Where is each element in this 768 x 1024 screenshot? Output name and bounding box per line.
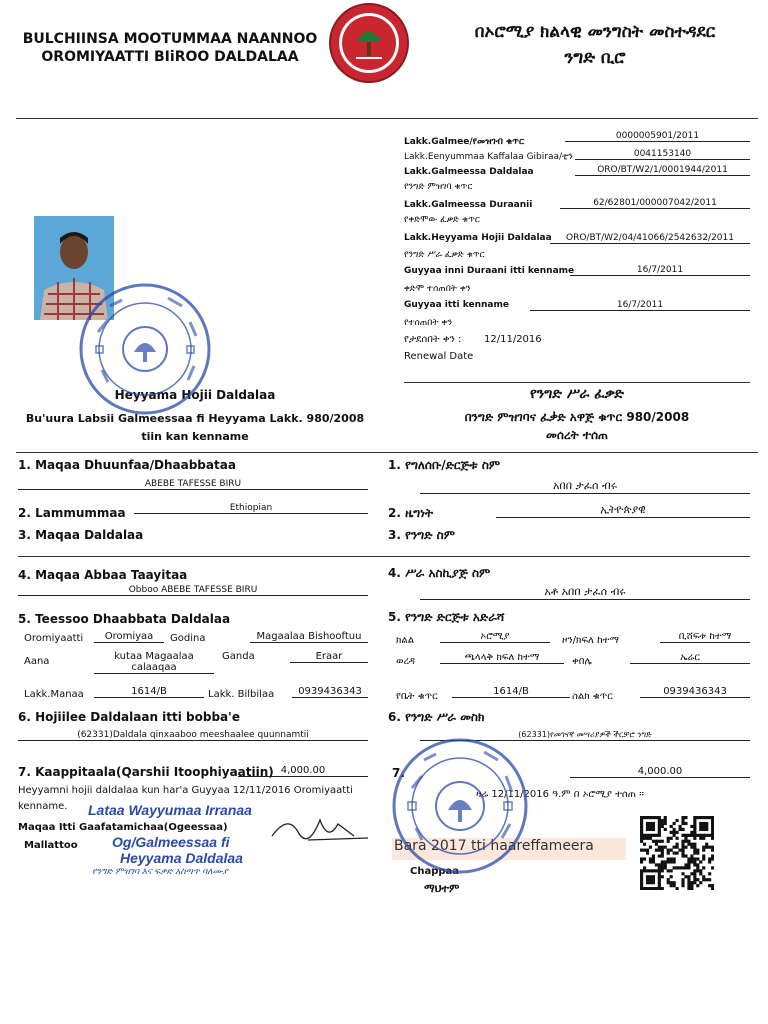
reg-label-trade-reg: Lakk.Galmeessa Daldalaa <box>404 167 534 177</box>
renewal-label: Renewal Date <box>404 351 474 362</box>
license-sub-right-1: በንግድ ምዝገባና ፈቃድ አዋጅ ቁጥር 980/2008 <box>464 410 690 424</box>
business-label-or: 6. Hojiilee Daldalaan itti bobba'e <box>18 710 240 724</box>
manager-label-or: 4. Maqaa Abbaa Taayitaa <box>18 568 188 582</box>
reg-value-file-no: 0000005901/2011 <box>565 131 750 142</box>
business-label-am: 6. የንግድ ሥራ መስክ <box>388 710 485 724</box>
renewal-value: 12/11/2016 <box>484 334 542 345</box>
reg-label-prev: Lakk.Galmeessa Duraanii <box>404 200 533 210</box>
owner-label-am: 1. የግለሰቡ/ድርጅቱ ስም <box>388 458 501 472</box>
house-value: 1614/B <box>94 686 204 698</box>
reg-value-license: ORO/BT/W2/04/41066/2542632/2011 <box>550 233 750 244</box>
issued-text-or-2: kenname. <box>18 801 68 812</box>
region-label: Oromiyaatti <box>24 633 84 644</box>
zone-value: Magaalaa Bishooftuu <box>250 631 368 643</box>
zone-label: Godina <box>170 633 206 644</box>
capital-label-or: 7. Kaappitaala(Qarshii Itoophiyaatiin) <box>18 765 274 779</box>
capital-value-or: 4,000.00 <box>238 765 368 777</box>
license-sub-left-1: Bu'uura Labsii Galmeessaa fi Heyyama Lakk. 980/2008 <box>25 412 365 425</box>
manager-label-am: 4. ሥራ አስኪያጅ ስም <box>388 566 491 580</box>
nationality-label-am: 2. ዜግነት <box>388 506 434 520</box>
issued-text-am: ዛሬ 12/11/2016 ዓ.ም በ ኦሮሚያ ተሰጠ ። <box>476 789 644 800</box>
reg-sub-first-issue: ቀድሞ ተሰጠበት ቀን <box>404 284 471 294</box>
header-divider <box>16 118 758 119</box>
chapa-label: Chappaa <box>410 866 460 877</box>
stamp-role-2: Heyyama Daldalaa <box>120 850 243 866</box>
phone-label: Lakk. Bilbilaa <box>208 689 275 700</box>
am-phone-value: 0939436343 <box>640 686 750 698</box>
qr-code <box>640 816 714 890</box>
oromia-logo <box>328 2 410 84</box>
trade-name-label-am: 3. የንግድ ስም <box>388 528 455 542</box>
reg-label-tin: Lakk.Eenyummaa Kaffalaa Gibiraa/ቲን <box>404 152 573 162</box>
stamp-name: Lataa Wayyumaa Irranaa <box>88 802 252 818</box>
reg-sub-issue: የተሰጠበት ቀን <box>404 318 453 328</box>
header-right-line1: በኦሮሚያ ክልላዊ መንግስት መስተዳደር <box>474 22 716 42</box>
manager-value-am: አቶ አበበ ታፈሰ ብሩ <box>420 585 750 600</box>
reg-label-file-no: Lakk.Galmee/የመዝገብ ቁጥር <box>404 137 524 147</box>
am-zone-value: ቢሸፍቱ ከተማ <box>660 631 750 643</box>
nationality-label-or: 2. Lammummaa <box>18 506 126 520</box>
renewal-divider <box>404 382 750 383</box>
signature-scribble <box>268 806 378 850</box>
license-sub-left-2: tiin kan kenname <box>141 430 249 443</box>
header-right-line2: ንግድ ቢሮ <box>564 48 626 68</box>
trade-name-label-or: 3. Maqaa Daldalaa <box>18 528 144 542</box>
license-title-left: Heyyama Hojii Daldalaa <box>114 388 276 402</box>
signature-label: Mallattoo <box>24 840 78 851</box>
nationality-value-or: Ethiopian <box>134 503 368 514</box>
owner-value-am: አበበ ታፈሰ ብሩ <box>420 479 750 494</box>
am-kebele-value: ኤሬር <box>630 652 750 664</box>
header-left-line1: BULCHIINSA MOOTUMMAA NAANNOO <box>22 31 318 47</box>
region-value: Oromiyaa <box>94 631 164 643</box>
official-seal-lower <box>390 736 530 876</box>
owner-value-or: ABEBE TAFESSE BIRU <box>18 479 368 490</box>
reg-label-first-issue: Guyyaa inni Duraani itti kenname <box>404 266 575 276</box>
am-phone-label: ስልክ ቁጥር <box>572 691 613 702</box>
am-woreda-value: ጫላላቅ ክፍለ ከተማ <box>440 652 564 664</box>
header-left-line2: OROMIYAATTI BIiROO DALDALAA <box>41 49 299 65</box>
manager-value-or: Obboo ABEBE TAFESSE BIRU <box>18 585 368 596</box>
business-value-or: (62331)Daldala qinxaaboo meeshaalee quunnamtii <box>18 730 368 741</box>
address-label-or: 5. Teessoo Dhaabbata Daldalaa <box>18 612 231 626</box>
license-title-right: የንግድ ሥራ ፈቃድ <box>530 386 624 402</box>
official-seal-upper <box>78 282 212 416</box>
am-house-label: የቤት ቁጥር <box>396 691 438 702</box>
house-label: Lakk.Manaa <box>24 689 84 700</box>
reg-value-prev: 62/62801/000007042/2011 <box>560 198 750 209</box>
reg-label-issue: Guyyaa itti kenname <box>404 300 509 310</box>
owner-label-or: 1. Maqaa Dhuunfaa/Dhaabbataa <box>18 458 236 472</box>
business-value-am: (62331)የመገናኛ መሣሪያዎች ችርቻሮ ንግድ <box>420 730 750 741</box>
phone-value: 0939436343 <box>292 686 368 698</box>
am-kebele-label: ቀበሌ <box>572 656 592 667</box>
section-divider <box>16 452 758 453</box>
reg-value-first-issue: 16/7/2011 <box>570 265 750 276</box>
reg-sub-license: የንግድ ሥራ ፈቃድ ቁጥር <box>404 250 485 260</box>
kebele-label: Ganda <box>222 651 255 662</box>
kebele-value: Eraar <box>290 651 368 663</box>
capital-value-am: 4,000.00 <box>570 766 750 778</box>
reg-sub-trade-reg: የንግድ ምዝገባ ቁጥር <box>404 182 473 192</box>
stamp-role-am: የንግድ ምዝገባ እና ፍቃድ አስጣጥ ባለሙያ <box>92 866 228 876</box>
license-sub-right-2: መሰረት ተሰጠ <box>545 428 608 442</box>
trade-name-line <box>18 556 750 557</box>
reg-value-issue: 16/7/2011 <box>530 300 750 311</box>
am-zone-label: ዞን/ክፍለ ከተማ <box>562 635 619 646</box>
signer-label: Maqaa Itti Gaafatamichaa(Ogeessaa) <box>18 822 228 833</box>
renewal-watermark: Bara 2017 tti haareffameera <box>392 838 626 860</box>
reg-value-trade-reg: ORO/BT/W2/1/0001944/2011 <box>575 165 750 176</box>
reg-value-tin: 0041153140 <box>575 149 750 160</box>
renewal-am-label: የታደሰበት ቀን : <box>404 334 462 345</box>
reg-sub-prev: የቀድሞው ፈቃድ ቁጥር <box>404 215 480 225</box>
stamp-role-1: Og/Galmeessaa fi <box>112 834 230 850</box>
capital-label-am: 7. <box>392 766 405 780</box>
address-label-am: 5. የንግድ ድርጅቱ አድራሻ <box>388 610 505 624</box>
woreda-label: Aana <box>24 656 50 667</box>
chapa-am: ማህተም <box>424 882 460 895</box>
am-house-value: 1614/B <box>452 686 570 698</box>
issued-text-or-1: Heyyamni hojii daldalaa kun har'a Guyyaa 12/11/2016 Oromiyaatti <box>18 785 353 796</box>
am-region-value: ኦሮሚያ <box>440 631 550 643</box>
am-region-label: ክልል <box>396 635 415 646</box>
woreda-value: kutaa Magaalaa calaaqaa <box>94 651 214 674</box>
reg-label-license: Lakk.Heyyama Hojii Daldalaa <box>404 233 552 243</box>
nationality-value-am: ኢትዮጵያዊ <box>496 503 750 518</box>
am-woreda-label: ወረዳ <box>396 656 415 667</box>
